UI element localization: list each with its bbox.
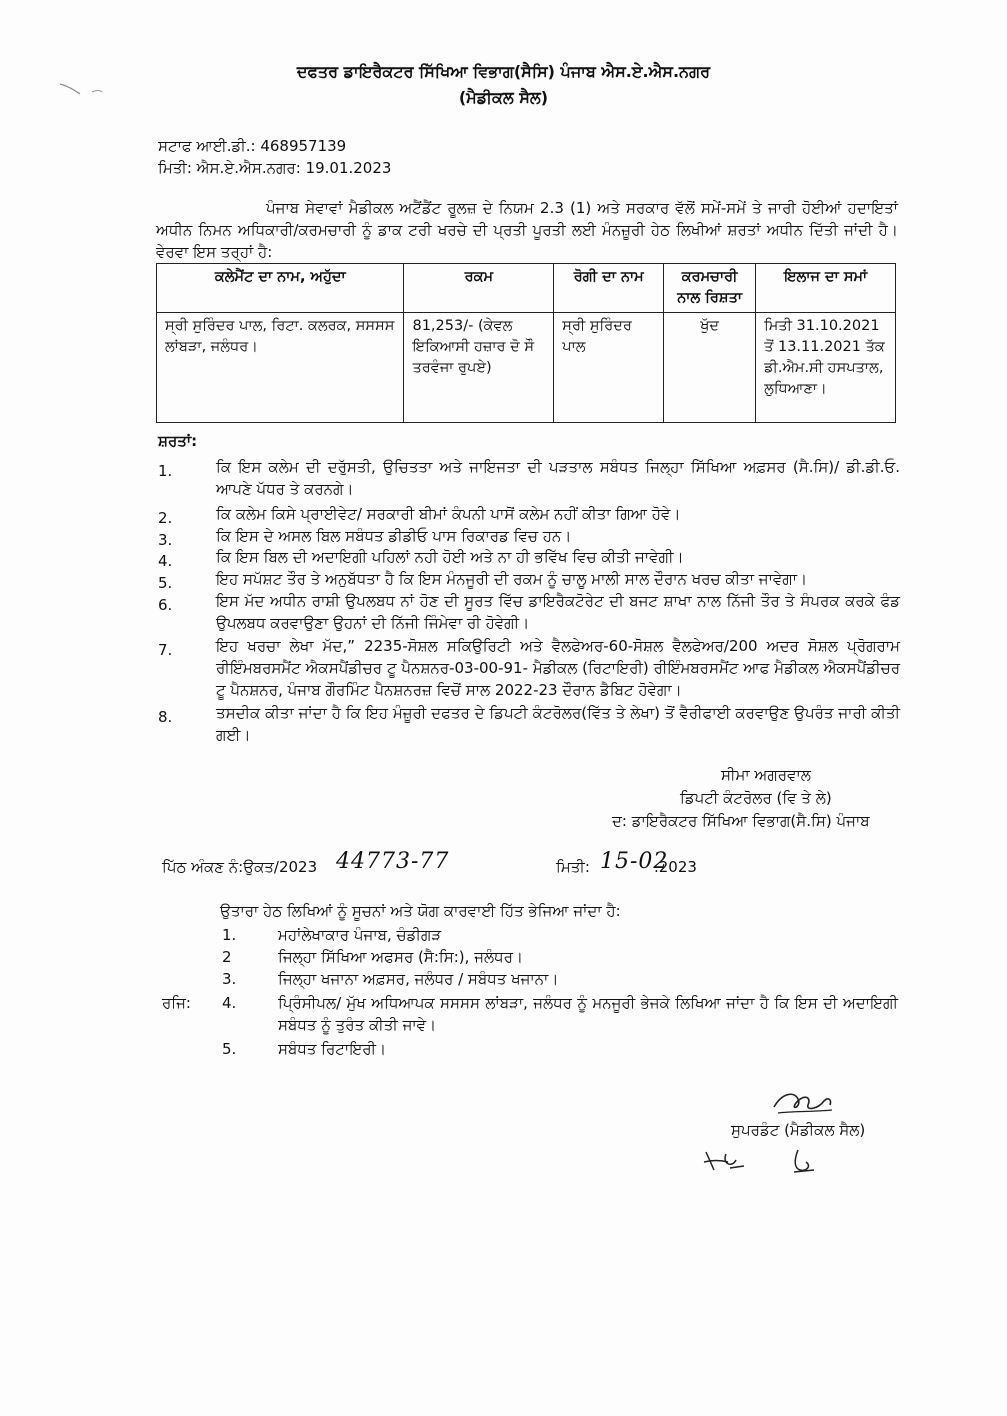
col-patient: ਰੋਗੀ ਦਾ ਨਾਮ xyxy=(554,264,664,313)
copy-text: ਪ੍ਰਿੰਸੀਪਲ/ ਮੁੱਖ ਅਧਿਆਪਕ ਸਸਸਸ ਲਾਂਬੜਾ, ਜਲੰਧਰ ਨੂੰ ਮਨਜੂਰੀ ਭੇਜਕੇ ਲਿਖਿਆ ਜਾਂਦਾ ਹੈ ਕਿ ਇਸ ਦੀ ਅਦਾਇਗੀ ਸਬੰਧਤ ਨੂੰ ਤੁਰੰਤ ਕੀਤੀ ਜਾਵੇ। xyxy=(278,994,898,1034)
staff-id: ਸਟਾਫ ਆਈ.ਡੀ.: 468957139 xyxy=(158,137,347,155)
condition-text: ਇਸ ਮੱਦ ਅਧੀਨ ਰਾਸ਼ੀ ਉਪਲਬਧ ਨਾਂ ਹੋਣ ਦੀ ਸੂਰਤ ਵਿੱਚ ਡਾਇਰੈਕਟੋਰੇਟ ਦੀ ਬਜਟ ਸ਼ਾਖਾ ਨਾਲ ਨਿੱਜੀ ਤੌਰ ਤੇ ਸੰਪਰਕ ਕਰਕੇ ਫੰਡ ਉਪਲਬਧ ਕਰਵਾਉਣਾ ਉਹਨਾਂ ਦੀ ਨਿੱਜੀ ਜਿੰਮੇਵਾ ਰੀ ਹੋਵੇਗੀ। xyxy=(216,592,900,632)
copy-text: ਜਿਲ੍ਹਾ ਸਿੱਖਿਆ ਅਫਸਰ (ਸੈ:ਸਿ:), ਜਲੰਧਰ। xyxy=(278,948,523,966)
condition-number: 2. xyxy=(158,509,173,527)
copy-text: ਮਹਾਂਲੇਖਾਕਾਰ ਪੰਜਾਬ, ਚੰਡੀਗੜ xyxy=(278,926,442,944)
copy-number: 5. xyxy=(222,1040,237,1058)
intro-paragraph: ਪੰਜਾਬ ਸੇਵਾਵਾਂ ਮੈਡੀਕਲ ਅਟੈਂਡੈਂਟ ਰੂਲਜ਼ ਦੇ ਨਿਯਮ 2.3 (1) ਅਤੇ ਸਰਕਾਰ ਵੱਲੋਂ ਸਮੇਂ-ਸਮੇਂ ਤੇ ਜਾਰੀ ਹੋਈਆਂ ਹਦਾਇਤਾਂ ਅਧੀਨ ਨਿਮਨ ਅਧਿਕਾਰੀ/ਕਰਮਚਾਰੀ ਨੂੰ ਡਾਕ ਟਰੀ ਖਰਚੇ ਦੀ ਪ੍ਰਤੀ ਪੂਰਤੀ ਲਈ ਮੰਨਜ਼ੂਰੀ ਹੇਠ ਲਿਖੀਆਂ ਸ਼ਰਤਾਂ ਅਧੀਨ ਦਿੱਤੀ ਜਾਂਦੀ ਹੈ। ਵੇਰਵਾ ਇਸ ਤਰ੍ਹਾਂ ਹੈ: xyxy=(156,199,898,261)
list-item xyxy=(222,992,912,1036)
signature xyxy=(768,1085,838,1121)
list-item xyxy=(222,924,912,946)
scan-smudge xyxy=(58,78,114,102)
list-item xyxy=(222,1038,912,1060)
condition-number: 5. xyxy=(158,574,173,592)
copy-text: ਸਬੰਧਤ ਰਿਟਾਇਰੀ। xyxy=(278,1040,387,1058)
condition-number: 7. xyxy=(158,641,173,659)
condition-text: ਕਿ ਕਲੇਮ ਕਿਸੇ ਪ੍ਰਾਈਵੇਟ/ ਸਰਕਾਰੀ ਬੀਮਾਂ ਕੰਪਨੀ ਪਾਸੋਂ ਕਲੇਮ ਨਹੀਂ ਕੀਤਾ ਗਿਆ ਹੋਵੇ। xyxy=(216,505,681,523)
condition-number: 8. xyxy=(158,708,173,726)
list-item xyxy=(222,968,912,990)
endorsement-date-year: .2023 xyxy=(654,858,697,876)
endorsement-date-handwritten: 15-02 xyxy=(600,849,669,874)
copy-number: 3. xyxy=(222,970,237,988)
initials xyxy=(702,1146,832,1176)
issue-date: ਮਿਤੀ: ਐਸ.ਏ.ਐਸ.ਨਗਰ: 19.01.2023 xyxy=(158,159,392,177)
col-amount: ਰਕਮ xyxy=(404,264,554,313)
condition-text: ਕਿ ਇਸ ਬਿਲ ਦੀ ਅਦਾਇਗੀ ਪਹਿਲਾਂ ਨਹੀ ਹੋਈ ਅਤੇ ਨਾ ਹੀ ਭਵਿੱਖ ਵਿਚ ਕੀਤੀ ਜਾਵੇਗੀ। xyxy=(216,548,684,566)
cell-amount: 81,253/- (ਕੇਵਲ ਇਕਿਆਸੀ ਹਜ਼ਾਰ ਦੋ ਸੌ ਤਰਵੰਜਾ ਰੁਪਏ) xyxy=(404,313,554,423)
copy-intro: ਉਤਾਰਾ ਹੇਠ ਲਿਖਿਆਂ ਨੂੰ ਸੂਚਨਾਂ ਅਤੇ ਯੋਗ ਕਾਰਵਾਈ ਹਿੱਤ ਭੇਜਿਆ ਜਾਂਦਾ ਹੈ: xyxy=(220,902,621,920)
col-treatment-period: ਇਲਾਜ ਦਾ ਸਮਾਂ xyxy=(756,264,896,313)
signatory-designation: ਡਿਪਟੀ ਕੰਟਰੋਲਰ (ਵਿ ਤੇ ਲੇ) xyxy=(680,789,832,807)
cell-patient: ਸ੍ਰੀ ਸੁਰਿੰਦਰ ਪਾਲ xyxy=(554,313,664,423)
table-header-row xyxy=(157,264,896,313)
condition-text: ਕਿ ਇਸ ਦੇ ਅਸਲ ਬਿਲ ਸਬੰਧਤ ਡੀਡੀਓ ਪਾਸ ਰਿਕਾਰਡ ਵਿਚ ਹਨ। xyxy=(216,527,572,545)
office-subtitle: (ਮੈਡੀਕਲ ਸੈਲ) xyxy=(458,88,549,107)
cell-treatment-period: ਮਿਤੀ 31.10.2021 ਤੋਂ 13.11.2021 ਤੱਕ ਡੀ.ਐਮ.ਸੀ ਹਸਪਤਾਲ, ਲੁਧਿਆਣਾ। xyxy=(756,313,896,423)
col-relation: ਕਰਮਚਾਰੀ ਨਾਲ ਰਿਸ਼ਤਾ xyxy=(664,264,756,313)
list-item xyxy=(222,946,912,968)
copy-number: 1. xyxy=(222,926,237,944)
endorsement-number: 44773-77 xyxy=(336,849,450,874)
condition-text: ਕਿ ਇਸ ਕਲੇਮ ਦੀ ਦਰੁੱਸਤੀ, ਉਚਿਤਤਾ ਅਤੇ ਜਾਇਜਤਾ ਦੀ ਪੜਤਾਲ ਸਬੰਧਤ ਜਿਲ੍ਹਾ ਸਿੱਖਿਆ ਅਫ਼ਸਰ (ਸੈ.ਸਿ)/ ਡੀ.ਡੀ.ਓ. ਆਪਣੇ ਪੱਧਰ ਤੇ ਕਰਨਗੇ। xyxy=(216,458,900,498)
superintendent-title: ਸੁਪਰਡੰਟ (ਮੈਡੀਕਲ ਸੈਲ) xyxy=(731,1121,866,1139)
claim-table xyxy=(156,263,896,423)
copy-number: 2 xyxy=(222,948,232,966)
condition-number: 1. xyxy=(158,462,173,480)
cell-claimant: ਸ੍ਰੀ ਸੁਰਿੰਦਰ ਪਾਲ, ਰਿਟਾ. ਕਲਰਕ, ਸਸਸਸ ਲਾਂਬੜਾ, ਜਲੰਧਰ। xyxy=(157,313,404,423)
col-claimant: ਕਲੇਮੈਂਟ ਦਾ ਨਾਮ, ਅਹੁੱਦਾ xyxy=(157,264,404,313)
condition-text: ਇਹ ਸਪੱਸ਼ਟ ਤੌਰ ਤੇ ਅਨੁਬੱਧਤਾ ਹੈ ਕਿ ਇਸ ਮੰਨਜੂਰੀ ਦੀ ਰਕਮ ਨੂੰ ਚਾਲੂ ਮਾਲੀ ਸਾਲ ਦੌਰਾਨ ਖਰਚ ਕੀਤਾ ਜਾਵੇਗਾ। xyxy=(216,570,808,588)
condition-text: ਤਸਦੀਕ ਕੀਤਾ ਜਾਂਦਾ ਹੈ ਕਿ ਇਹ ਮੰਜ਼ੂਰੀ ਦਫਤਰ ਦੇ ਡਿਪਟੀ ਕੰਟਰੋਲਰ(ਵਿੱਤ ਤੇ ਲੇਖਾ) ਤੋਂ ਵੈਰੀਫਾਈ ਕਰਵਾਉਣ ਉਪਰੰਤ ਜਾਰੀ ਕੀਤੀ ਗਈ। xyxy=(216,704,900,744)
condition-number: 6. xyxy=(158,596,173,614)
conditions-label: ਸ਼ਰਤਾਂ: xyxy=(158,432,198,450)
condition-text: ਇਹ ਖਰਚਾ ਲੇਖਾ ਮੱਦ,” 2235-ਸੋਸ਼ਲ ਸਕਿਉਰਿਟੀ ਅਤੇ ਵੈਲਫੇਅਰ-60-ਸੋਸ਼ਲ ਵੈਲਫੇਅਰ/200 ਅਦਰ ਸੋਸ਼ਲ ਪ੍ਰੋਗਰਾਮ ਰੀਇੰਮਬਰਸਮੈਂਟ ਐਕਸਪੈਂਡੀਚਰ ਟੂ ਪੈਨਸ਼ਨਰ-03-00-91- ਮੈਡੀਕਲ (ਰਿਟਾਇਰੀ) ਰੀਇੰਮਬਰਸਮੈਂਟ ਆਫ ਮੈਡੀਕਲ ਐਕਸਪੈਂਡੀਚਰ ਟੂ ਪੈਨਸ਼ਨਰ, ਪੰਜਾਬ ਗੌਰਮਿੰਟ ਪੈਨਸ਼ਨਰਜ਼ ਵਿਚੋਂ ਸਾਲ 2022-23 ਦੌਰਾਨ ਡੈਬਿਟ ਹੋਵੇਗਾ। xyxy=(216,637,900,699)
table-row xyxy=(157,313,896,423)
condition-number: 4. xyxy=(158,552,173,570)
copy-text: ਜਿਲ੍ਹਾ ਖਜਾਨਾ ਅਫ਼ਸਰ, ਜਲੰਧਰ / ਸਬੰਧਤ ਖਜਾਨਾ। xyxy=(278,970,559,988)
signatory-office: ਦ: ਡਾਇਰੈਕਟਰ ਸਿੱਖਿਆ ਵਿਭਾਗ(ਸੈ.ਸਿ) ਪੰਜਾਬ xyxy=(612,812,870,830)
cell-relation: ਖੁੱਦ xyxy=(664,313,756,423)
condition-number: 3. xyxy=(158,531,173,549)
endorsement-prefix: ਪਿੱਠ ਅੰਕਣ ਨੰ:ਉਕਤ/2023 xyxy=(162,858,318,876)
reg-label: ਰਜਿ: xyxy=(162,994,191,1012)
office-title: ਦਫਤਰ ਡਾਇਰੈਕਟਰ ਸਿੱਖਿਆ ਵਿਭਾਗ(ਸੈਸਿ) ਪੰਜਾਬ ਐਸ.ਏ.ਐਸ.ਨਗਰ xyxy=(296,62,711,81)
copy-number: 4. xyxy=(222,994,237,1012)
signatory-name: ਸੀਮਾ ਅਗਰਵਾਲ xyxy=(721,766,811,784)
endorsement-date-label: ਮਿਤੀ: xyxy=(556,858,590,876)
